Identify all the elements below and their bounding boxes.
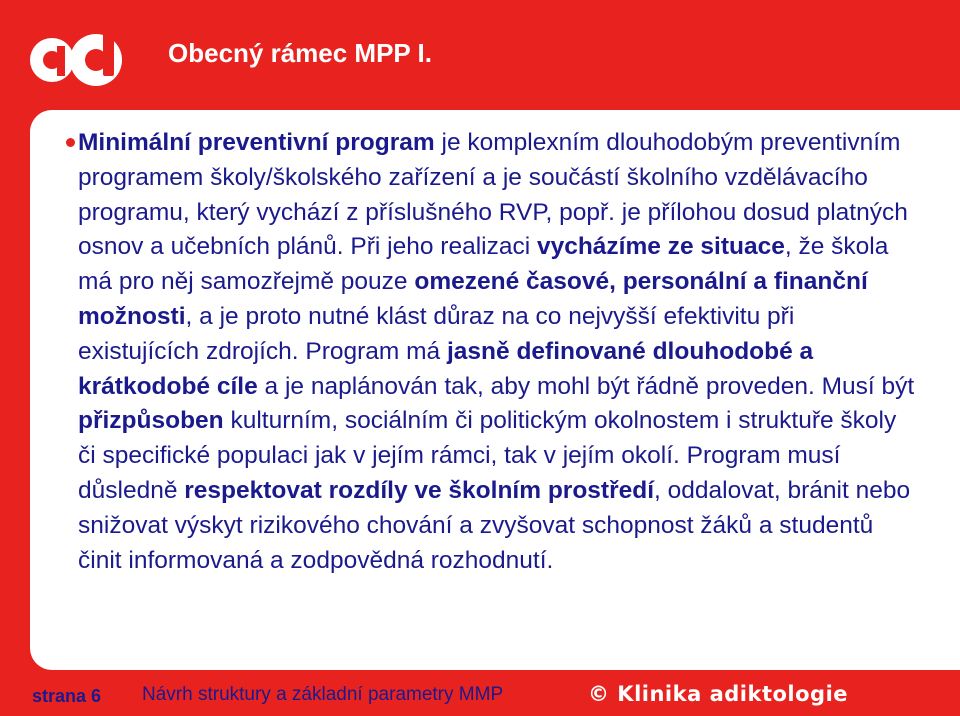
body-text-segment: je komplexním dlouhodobým preventivním programem školy/školského zařízení a je součástí školního vzdělávacího programu, který vychází z příslušného RVP, popř. je přílohou dosud platných osnov a učebních plánů. Při jeho realizaci bbox=[78, 129, 908, 261]
emphasis-text: jasně definované dlouhodobé a krátkodobé cíle bbox=[78, 337, 814, 400]
footer-title: Návrh struktury a základní parametry MMP bbox=[142, 684, 504, 705]
slide-title: Obecný rámec MPP I. bbox=[168, 38, 432, 68]
bullet-dot bbox=[66, 138, 75, 147]
emphasis-text: vycházíme ze situace bbox=[536, 233, 785, 261]
footer bbox=[0, 670, 960, 716]
emphasis-text: omezené časové, personální a finanční možnosti bbox=[78, 268, 868, 330]
content-panel bbox=[30, 110, 960, 670]
emphasis-text: Minimální preventivní program bbox=[78, 129, 435, 156]
body-text-segment: , že škola má pro něj samozřejmě pouze bbox=[78, 233, 889, 296]
body-text-segment: a je naplánován tak, aby mohl být řádně proveden. Musí být bbox=[257, 372, 915, 400]
emphasis-text: přizpůsoben bbox=[78, 407, 224, 435]
body-text-segment: , oddalovat, bránit nebo snižovat výskyt rizikového chování a zvyšovat schopnost žáků a studentů činit informovaná a zodpovědná rozhodnutí. bbox=[78, 476, 911, 574]
copyright-notice: © Klinika adiktologie bbox=[588, 682, 849, 706]
body-text-segment: kulturním, sociálním či politickým okolnostem i struktuře školy či specifické populaci jak v jejím rámci, tak v jejím okolí. Program musí důsledně bbox=[78, 407, 897, 504]
body-paragraph bbox=[78, 126, 918, 578]
page-number: strana 6 bbox=[32, 686, 102, 706]
adiktologie-logo bbox=[30, 22, 150, 94]
body-text-segment: , a je proto nutné klást důraz na co nejvyšší efektivitu při existujících zdrojích. Program má bbox=[78, 302, 795, 365]
emphasis-text: respektovat rozdíly ve školním prostředí bbox=[184, 476, 655, 504]
